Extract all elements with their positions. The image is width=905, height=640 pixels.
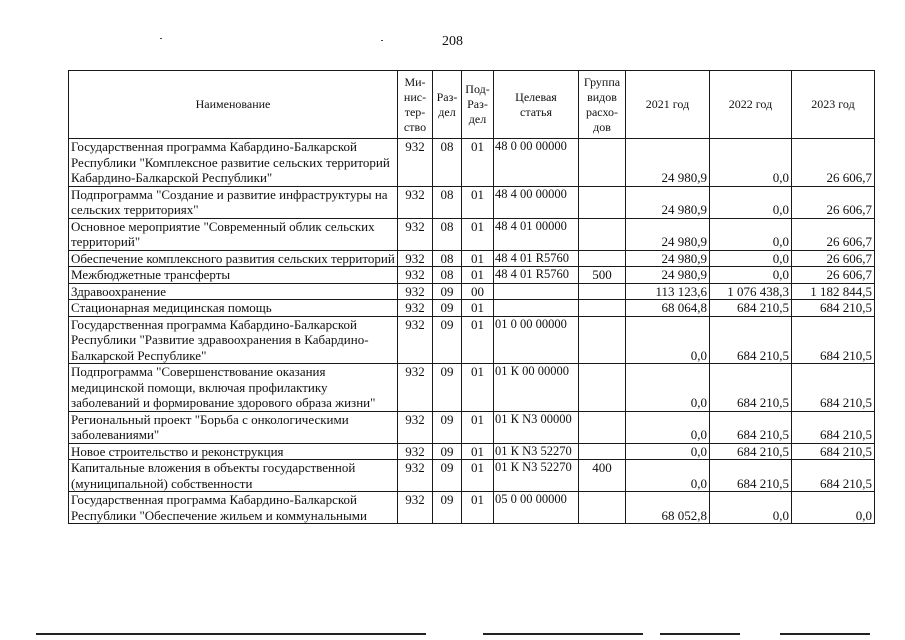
subsection-cell: 01 [462, 267, 494, 284]
budget-table [68, 70, 875, 524]
header-2022: 2022 год [710, 71, 792, 139]
header-target: Целевая статья [494, 71, 579, 139]
table-row [69, 364, 875, 412]
target-cell: 48 4 00 00000 [494, 186, 579, 218]
amount-2021-cell: 0,0 [626, 316, 710, 364]
table-row [69, 186, 875, 218]
subsection-cell: 01 [462, 139, 494, 187]
ministry-cell: 932 [398, 443, 433, 460]
section-cell: 08 [433, 267, 462, 284]
ministry-cell: 932 [398, 283, 433, 300]
target-cell: 48 4 01 R5760 [494, 250, 579, 267]
expense-group-cell [579, 316, 626, 364]
subsection-cell: 01 [462, 250, 494, 267]
subsection-cell: 00 [462, 283, 494, 300]
name-cell: Капитальные вложения в объекты государственной (муниципальной) собственности [69, 460, 398, 492]
target-cell: 05 0 00 00000 [494, 492, 579, 524]
target-cell: 01 К N3 00000 [494, 411, 579, 443]
table-row [69, 139, 875, 187]
subsection-cell: 01 [462, 411, 494, 443]
bottom-rule [36, 633, 426, 635]
scan-speck [381, 40, 383, 41]
ministry-cell: 932 [398, 186, 433, 218]
header-2023: 2023 год [792, 71, 875, 139]
amount-2022-cell: 1 076 438,3 [710, 283, 792, 300]
amount-2023-cell: 684 210,5 [792, 364, 875, 412]
name-cell: Стационарная медицинская помощь [69, 300, 398, 317]
amount-2021-cell: 24 980,9 [626, 250, 710, 267]
ministry-cell: 932 [398, 492, 433, 524]
name-cell: Подпрограмма "Создание и развитие инфраструктуры на сельских территориях" [69, 186, 398, 218]
table-row [69, 411, 875, 443]
amount-2022-cell: 0,0 [710, 218, 792, 250]
amount-2023-cell: 684 210,5 [792, 443, 875, 460]
target-cell: 48 4 01 00000 [494, 218, 579, 250]
amount-2022-cell: 0,0 [710, 250, 792, 267]
bottom-rule [660, 633, 740, 635]
ministry-cell: 932 [398, 218, 433, 250]
amount-2022-cell: 684 210,5 [710, 316, 792, 364]
amount-2023-cell: 26 606,7 [792, 250, 875, 267]
name-cell: Основное мероприятие "Современный облик сельских территорий" [69, 218, 398, 250]
ministry-cell: 932 [398, 316, 433, 364]
amount-2021-cell: 68 052,8 [626, 492, 710, 524]
expense-group-cell: 400 [579, 460, 626, 492]
amount-2022-cell: 684 210,5 [710, 460, 792, 492]
header-ministry: Ми- нис- тер- ство [398, 71, 433, 139]
expense-group-cell [579, 492, 626, 524]
target-cell: 48 4 01 R5760 [494, 267, 579, 284]
bottom-rule [483, 633, 643, 635]
expense-group-cell [579, 218, 626, 250]
expense-group-cell [579, 443, 626, 460]
amount-2021-cell: 24 980,9 [626, 218, 710, 250]
amount-2022-cell: 684 210,5 [710, 443, 792, 460]
target-cell: 01 К N3 52270 [494, 460, 579, 492]
amount-2023-cell: 684 210,5 [792, 460, 875, 492]
amount-2023-cell: 684 210,5 [792, 316, 875, 364]
expense-group-cell: 500 [579, 267, 626, 284]
amount-2021-cell: 24 980,9 [626, 267, 710, 284]
amount-2021-cell: 0,0 [626, 411, 710, 443]
amount-2023-cell: 26 606,7 [792, 267, 875, 284]
table-row [69, 300, 875, 317]
ministry-cell: 932 [398, 411, 433, 443]
expense-group-cell [579, 186, 626, 218]
subsection-cell: 01 [462, 218, 494, 250]
header-row [69, 71, 875, 139]
page-number: 208 [442, 34, 463, 49]
amount-2023-cell: 26 606,7 [792, 139, 875, 187]
scan-speck [160, 38, 162, 39]
table-row [69, 283, 875, 300]
name-cell: Обеспечение комплексного развития сельских территорий [69, 250, 398, 267]
amount-2021-cell: 0,0 [626, 364, 710, 412]
table-row [69, 316, 875, 364]
amount-2021-cell: 0,0 [626, 443, 710, 460]
section-cell: 08 [433, 218, 462, 250]
section-cell: 09 [433, 460, 462, 492]
subsection-cell: 01 [462, 300, 494, 317]
section-cell: 09 [433, 492, 462, 524]
target-cell [494, 300, 579, 317]
amount-2021-cell: 68 064,8 [626, 300, 710, 317]
ministry-cell: 932 [398, 364, 433, 412]
section-cell: 09 [433, 364, 462, 412]
subsection-cell: 01 [462, 186, 494, 218]
amount-2022-cell: 0,0 [710, 139, 792, 187]
target-cell: 01 0 00 00000 [494, 316, 579, 364]
target-cell: 48 0 00 00000 [494, 139, 579, 187]
table-row [69, 460, 875, 492]
name-cell: Межбюджетные трансферты [69, 267, 398, 284]
section-cell: 09 [433, 283, 462, 300]
ministry-cell: 932 [398, 139, 433, 187]
section-cell: 08 [433, 139, 462, 187]
amount-2022-cell: 0,0 [710, 267, 792, 284]
header-expense-group: Группа видов расхо- дов [579, 71, 626, 139]
amount-2023-cell: 26 606,7 [792, 186, 875, 218]
amount-2023-cell: 684 210,5 [792, 411, 875, 443]
expense-group-cell [579, 300, 626, 317]
amount-2022-cell: 0,0 [710, 492, 792, 524]
target-cell: 01 К 00 00000 [494, 364, 579, 412]
name-cell: Новое строительство и реконструкция [69, 443, 398, 460]
table-row [69, 443, 875, 460]
name-cell: Региональный проект "Борьба с онкологическими заболеваниями" [69, 411, 398, 443]
expense-group-cell [579, 139, 626, 187]
subsection-cell: 01 [462, 316, 494, 364]
table-row [69, 250, 875, 267]
name-cell: Здравоохранение [69, 283, 398, 300]
amount-2022-cell: 684 210,5 [710, 411, 792, 443]
name-cell: Подпрограмма "Совершенствование оказания медицинской помощи, включая профилактику заболеваний и формирование здорового образа жизни" [69, 364, 398, 412]
amount-2021-cell: 24 980,9 [626, 186, 710, 218]
header-2021: 2021 год [626, 71, 710, 139]
amount-2021-cell: 24 980,9 [626, 139, 710, 187]
amount-2022-cell: 0,0 [710, 186, 792, 218]
ministry-cell: 932 [398, 300, 433, 317]
ministry-cell: 932 [398, 460, 433, 492]
bottom-rule [780, 633, 870, 635]
amount-2021-cell: 0,0 [626, 460, 710, 492]
subsection-cell: 01 [462, 492, 494, 524]
section-cell: 09 [433, 300, 462, 317]
subsection-cell: 01 [462, 443, 494, 460]
name-cell: Государственная программа Кабардино-Балкарской Республики "Обеспечение жильем и коммунальными [69, 492, 398, 524]
expense-group-cell [579, 411, 626, 443]
amount-2022-cell: 684 210,5 [710, 364, 792, 412]
target-cell: 01 К N3 52270 [494, 443, 579, 460]
header-section: Раз- дел [433, 71, 462, 139]
subsection-cell: 01 [462, 460, 494, 492]
ministry-cell: 932 [398, 250, 433, 267]
expense-group-cell [579, 283, 626, 300]
name-cell: Государственная программа Кабардино-Балкарской Республики "Комплексное развитие сельских территорий Кабардино-Балкарской Республики" [69, 139, 398, 187]
amount-2023-cell: 684 210,5 [792, 300, 875, 317]
section-cell: 08 [433, 250, 462, 267]
section-cell: 09 [433, 316, 462, 364]
expense-group-cell [579, 364, 626, 412]
amount-2023-cell: 1 182 844,5 [792, 283, 875, 300]
table-row [69, 218, 875, 250]
section-cell: 09 [433, 443, 462, 460]
section-cell: 09 [433, 411, 462, 443]
amount-2023-cell: 26 606,7 [792, 218, 875, 250]
amount-2022-cell: 684 210,5 [710, 300, 792, 317]
header-name: Наименование [69, 71, 398, 139]
table-row [69, 267, 875, 284]
name-cell: Государственная программа Кабардино-Балкарской Республики "Развитие здравоохранения в Кабардино-Балкарской Республике" [69, 316, 398, 364]
section-cell: 08 [433, 186, 462, 218]
header-subsection: Под- Раз- дел [462, 71, 494, 139]
subsection-cell: 01 [462, 364, 494, 412]
table-row [69, 492, 875, 524]
amount-2023-cell: 0,0 [792, 492, 875, 524]
target-cell [494, 283, 579, 300]
amount-2021-cell: 113 123,6 [626, 283, 710, 300]
expense-group-cell [579, 250, 626, 267]
ministry-cell: 932 [398, 267, 433, 284]
